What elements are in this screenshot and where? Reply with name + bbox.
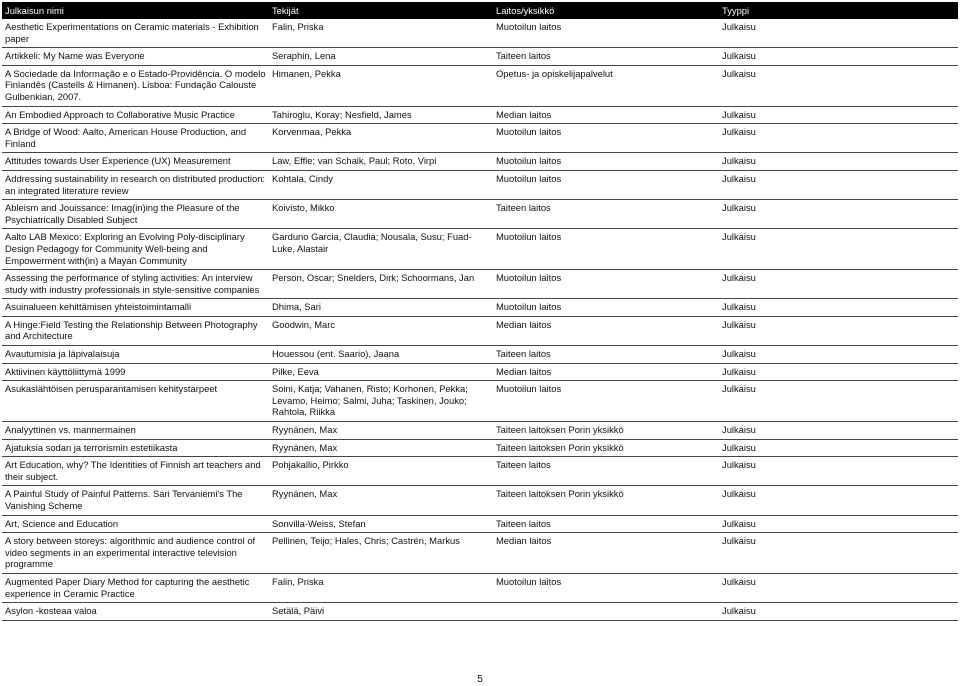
cell-department: Median laitos [493,316,719,345]
cell-department: Muotoilun laitos [493,19,719,48]
table-row [2,229,958,270]
cell-authors: Koivisto, Mikko [269,200,493,229]
cell-title: Analyyttinen vs. mannermainen [2,422,269,440]
cell-title: Asukaslähtöisen perusparantamisen kehitystarpeet [2,381,269,422]
cell-authors: Korvenmaa, Pekka [269,124,493,153]
cell-department: Muotoilun laitos [493,124,719,153]
cell-type: Julkaisu [719,603,958,621]
cell-department: Muotoilun laitos [493,229,719,270]
cell-authors: Pohjakallio, Pirkko [269,457,493,486]
cell-type: Julkaisu [719,48,958,66]
cell-title: Attitudes towards User Experience (UX) Measurement [2,153,269,171]
cell-title: Addressing sustainability in research on distributed production: an integrated literature review [2,170,269,199]
cell-title: Assessing the performance of styling activities: An interview study with industry professionals in style-sensitive companies [2,270,269,299]
cell-authors: Sonvilla-Weiss, Stefan [269,515,493,533]
table-row [2,422,958,440]
cell-authors: Dhima, Sari [269,299,493,317]
cell-type: Julkaisu [719,200,958,229]
header-type: Tyyppi [719,2,958,19]
cell-department: Taiteen laitos [493,48,719,66]
table-row [2,486,958,515]
cell-title: A story between storeys: algorithmic and audience control of video segments in an experimental interactive television programme [2,533,269,574]
table-row [2,65,958,106]
cell-authors: Kohtala, Cindy [269,170,493,199]
cell-department: Muotoilun laitos [493,381,719,422]
table-row [2,19,958,48]
cell-department: Muotoilun laitos [493,299,719,317]
header-department: Laitos/yksikkö [493,2,719,19]
cell-type: Julkaisu [719,106,958,124]
cell-type: Julkaisu [719,153,958,171]
cell-type: Julkaisu [719,229,958,270]
cell-department [493,603,719,621]
cell-title: Asylon -kosteaa valoa [2,603,269,621]
table-row [2,381,958,422]
cell-title: Asuinalueen kehittämisen yhteistoimintamalli [2,299,269,317]
cell-authors: Falin, Priska [269,19,493,48]
cell-title: A Hinge:Field Testing the Relationship Between Photography and Architecture [2,316,269,345]
cell-department: Taiteen laitos [493,457,719,486]
cell-type: Julkaisu [719,381,958,422]
cell-authors: Goodwin, Marc [269,316,493,345]
table-row [2,48,958,66]
cell-authors: Tahiroglu, Koray; Nesfield, James [269,106,493,124]
table-row [2,106,958,124]
cell-title: A Painful Study of Painful Patterns. Sari Tervaniemi's The Vanishing Scheme [2,486,269,515]
cell-authors: Person, Oscar; Snelders, Dirk; Schoormans, Jan [269,270,493,299]
cell-authors: Setälä, Päivi [269,603,493,621]
cell-department: Muotoilun laitos [493,573,719,602]
cell-department: Median laitos [493,363,719,381]
table-row [2,439,958,457]
cell-type: Julkaisu [719,573,958,602]
cell-department: Taiteen laitos [493,200,719,229]
cell-type: Julkaisu [719,486,958,515]
cell-title: Aktiivinen käyttöliittymä 1999 [2,363,269,381]
cell-type: Julkaisu [719,170,958,199]
table-row [2,200,958,229]
cell-title: An Embodied Approach to Collaborative Music Practice [2,106,269,124]
cell-department: Taiteen laitos [493,515,719,533]
cell-title: Augmented Paper Diary Method for capturing the aesthetic experience in Ceramic Practice [2,573,269,602]
cell-authors: Pellinen, Teijo; Hales, Chris; Castrén, Markus [269,533,493,574]
cell-title: Art Education, why? The Identities of Finnish art teachers and their subject. [2,457,269,486]
table-row [2,603,958,621]
cell-title: Ableism and Jouissance: Imag(in)ing the Pleasure of the Psychiatrically Disabled Subject [2,200,269,229]
cell-department: Muotoilun laitos [493,153,719,171]
cell-authors: Falin, Priska [269,573,493,602]
cell-authors: Ryynänen, Max [269,486,493,515]
table-row [2,170,958,199]
cell-authors: Soini, Katja; Vahanen, Risto; Korhonen, Pekka; Levamo, Heimo; Salmi, Juha; Taskinen, Jouko; Rahtola, Riikka [269,381,493,422]
cell-type: Julkaisu [719,65,958,106]
cell-authors: Ryynänen, Max [269,422,493,440]
cell-type: Julkaisu [719,422,958,440]
cell-authors: Garduno Garcia, Claudia; Nousala, Susu; Fuad-Luke, Alastair [269,229,493,270]
cell-authors: Law, Effie; van Schaik, Paul; Roto, Virpi [269,153,493,171]
cell-department: Taiteen laitos [493,346,719,364]
cell-authors: Pilke, Eeva [269,363,493,381]
table-row [2,124,958,153]
cell-department: Muotoilun laitos [493,270,719,299]
cell-type: Julkaisu [719,19,958,48]
cell-title: Ajatuksia sodan ja terrorismin estetiikasta [2,439,269,457]
header-authors: Tekijät [269,2,493,19]
table-row [2,270,958,299]
header-title: Julkaisun nimi [2,2,269,19]
cell-authors: Houessou (ent. Saario), Jaana [269,346,493,364]
cell-type: Julkaisu [719,270,958,299]
cell-department: Median laitos [493,106,719,124]
cell-title: Art, Science and Education [2,515,269,533]
cell-title: A Sociedade da Informação e o Estado-Providência. O modelo Finlandês (Castells & Himanen). Lisboa: Fundação Calouste Gulbenkian, 2007. [2,65,269,106]
table-row [2,515,958,533]
table-row [2,153,958,171]
cell-department: Median laitos [493,533,719,574]
page-number: 5 [477,674,483,685]
cell-department: Taiteen laitoksen Porin yksikkö [493,486,719,515]
cell-type: Julkaisu [719,346,958,364]
cell-department: Opetus- ja opiskelijapalvelut [493,65,719,106]
table-row [2,363,958,381]
table-row [2,533,958,574]
cell-type: Julkaisu [719,515,958,533]
cell-title: Aalto LAB Mexico: Exploring an Evolving Poly-disciplinary Design Pedagogy for Community Well-being and Empowerment with(in) a Mayan Community [2,229,269,270]
cell-department: Taiteen laitoksen Porin yksikkö [493,439,719,457]
cell-type: Julkaisu [719,299,958,317]
cell-type: Julkaisu [719,457,958,486]
table-row [2,316,958,345]
table-row [2,573,958,602]
cell-title: Avautumisia ja läpivalaisuja [2,346,269,364]
cell-title: A Bridge of Wood: Aalto, American House Production, and Finland [2,124,269,153]
cell-authors: Himanen, Pekka [269,65,493,106]
table-row [2,346,958,364]
cell-type: Julkaisu [719,316,958,345]
cell-department: Muotoilun laitos [493,170,719,199]
cell-authors: Ryynänen, Max [269,439,493,457]
cell-authors: Seraphin, Lena [269,48,493,66]
table-header-row [2,2,958,19]
table-row [2,299,958,317]
cell-department: Taiteen laitoksen Porin yksikkö [493,422,719,440]
cell-type: Julkaisu [719,439,958,457]
publications-table [2,2,958,621]
cell-type: Julkaisu [719,363,958,381]
cell-type: Julkaisu [719,533,958,574]
cell-type: Julkaisu [719,124,958,153]
cell-title: Aesthetic Experimentations on Ceramic materials - Exhibition paper [2,19,269,48]
table-row [2,457,958,486]
cell-title: Artikkeli: My Name was Everyone [2,48,269,66]
